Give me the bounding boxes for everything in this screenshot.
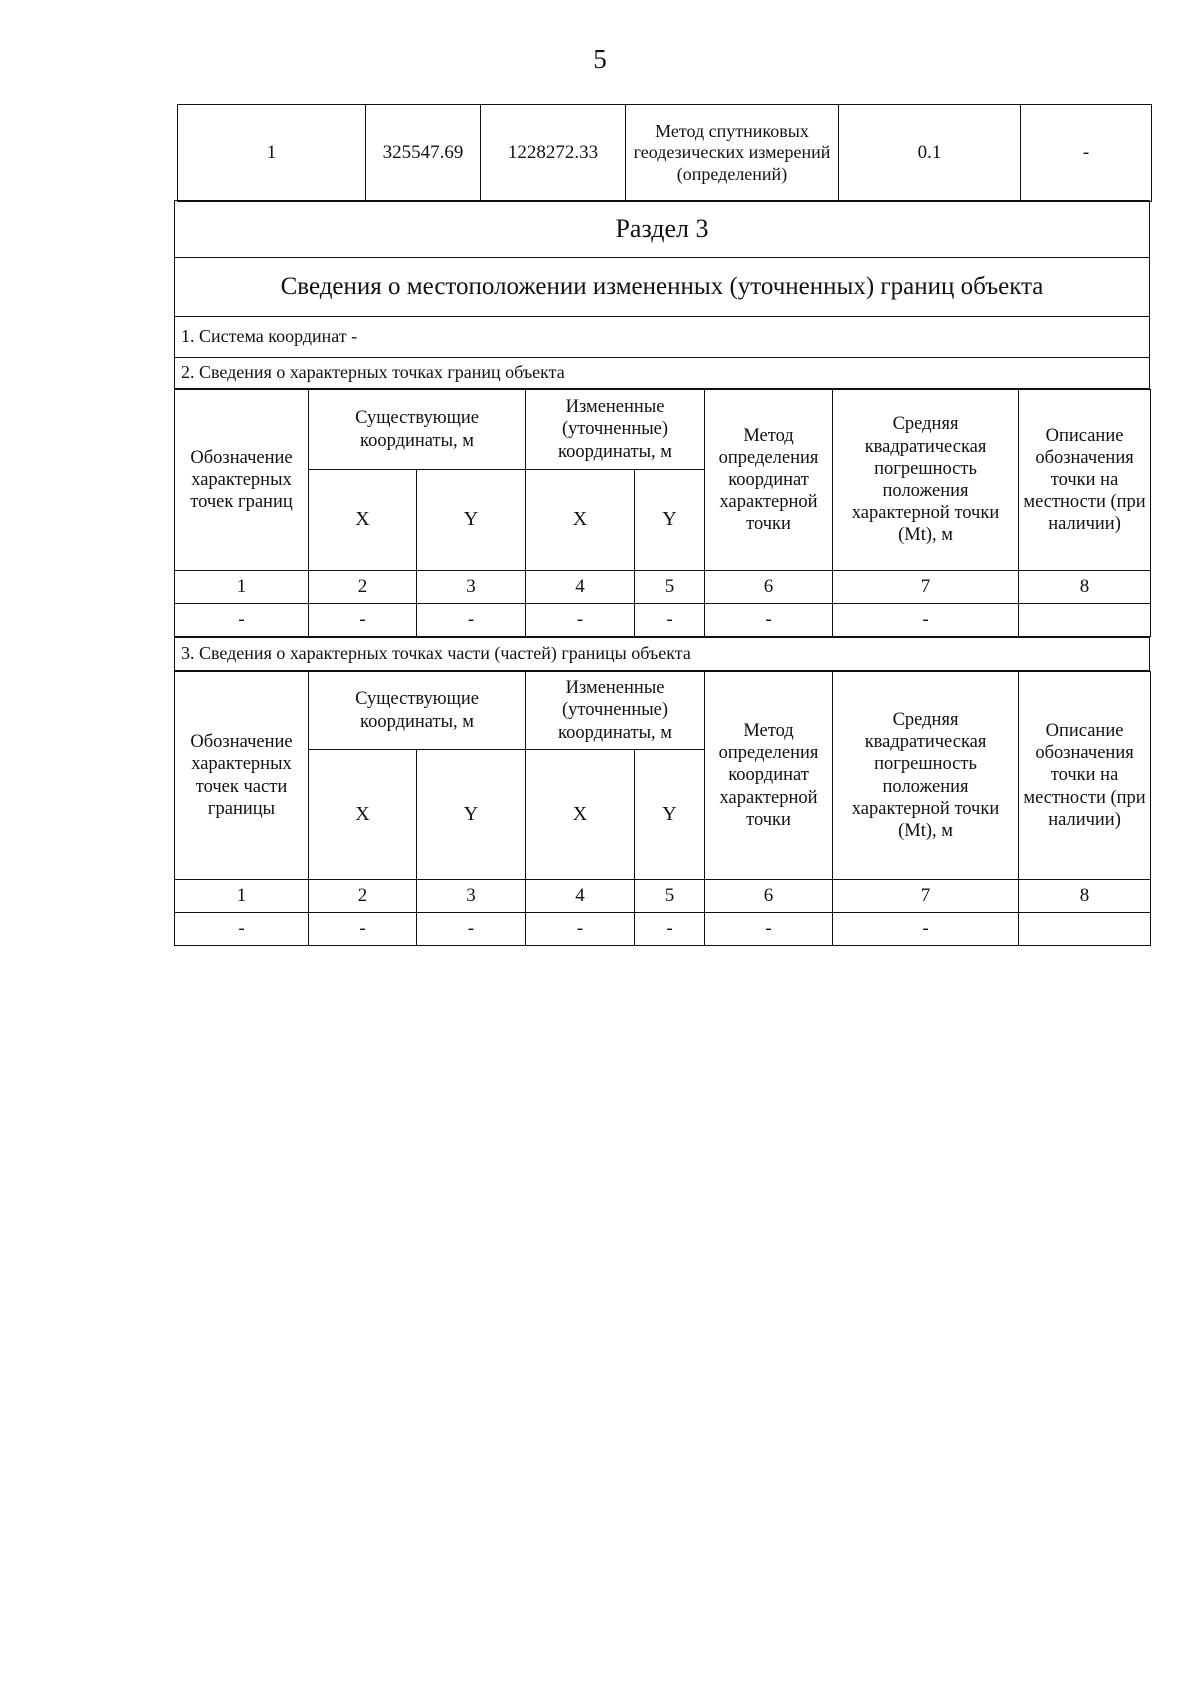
col-point-header: Обозначение характерных точек части границы bbox=[175, 672, 309, 880]
table-cell: - bbox=[175, 913, 309, 946]
column-number: 1 bbox=[175, 880, 309, 913]
col-x-header: X bbox=[526, 750, 635, 880]
description-cell: - bbox=[1021, 105, 1152, 202]
column-number: 7 bbox=[833, 880, 1019, 913]
column-numbers-row bbox=[175, 571, 1151, 604]
x-cell: 325547.69 bbox=[366, 105, 481, 202]
col-y-header: Y bbox=[635, 750, 705, 880]
col-existing-header: Существующие координаты, м bbox=[309, 672, 526, 750]
table-cell bbox=[1019, 913, 1151, 946]
table-cell: - bbox=[417, 913, 526, 946]
column-number: 5 bbox=[635, 880, 705, 913]
column-number: 6 bbox=[705, 571, 833, 604]
section-subtitle: Сведения о местоположении измененных (уточненных) границ объекта bbox=[175, 258, 1150, 317]
column-number: 1 bbox=[175, 571, 309, 604]
col-x-header: X bbox=[309, 750, 417, 880]
page-number: 5 bbox=[593, 44, 607, 74]
table-row bbox=[178, 105, 1152, 202]
table-row bbox=[175, 913, 1151, 946]
y-cell: 1228272.33 bbox=[481, 105, 626, 202]
table3-caption: 3. Сведения о характерных точках части (частей) границы объекта bbox=[175, 638, 1150, 671]
table-cell: - bbox=[635, 913, 705, 946]
coordinate-system: 1. Система координат - bbox=[175, 317, 1150, 358]
col-existing-header: Существующие координаты, м bbox=[309, 390, 526, 470]
table-cell: - bbox=[705, 913, 833, 946]
table-cell: - bbox=[526, 913, 635, 946]
col-accuracy-header: Средняя квадратическая погрешность положения характерной точки (Mt), м bbox=[833, 390, 1019, 571]
table-cell: - bbox=[309, 604, 417, 637]
col-changed-header: Измененные (уточненные) координаты, м bbox=[526, 672, 705, 750]
continued-points-table bbox=[177, 104, 1152, 202]
table-cell: - bbox=[175, 604, 309, 637]
col-x-header: X bbox=[526, 470, 635, 571]
column-number: 2 bbox=[309, 880, 417, 913]
table-cell: - bbox=[833, 604, 1019, 637]
column-number: 8 bbox=[1019, 571, 1151, 604]
column-number: 6 bbox=[705, 880, 833, 913]
table-cell: - bbox=[705, 604, 833, 637]
table-cell: - bbox=[309, 913, 417, 946]
method-cell: Метод спутниковых геодезических измерений (определений) bbox=[626, 105, 839, 202]
table-cell: - bbox=[417, 604, 526, 637]
col-method-header: Метод определения координат характерной точки bbox=[705, 390, 833, 571]
accuracy-cell: 0.1 bbox=[839, 105, 1021, 202]
column-number: 7 bbox=[833, 571, 1019, 604]
col-y-header: Y bbox=[417, 750, 526, 880]
column-number: 3 bbox=[417, 880, 526, 913]
col-point-header: Обозначение характерных точек границ bbox=[175, 390, 309, 571]
column-number: 4 bbox=[526, 571, 635, 604]
point-cell: 1 bbox=[178, 105, 366, 202]
column-numbers-row bbox=[175, 880, 1151, 913]
section-header-table bbox=[174, 200, 1150, 389]
table2-caption: 2. Сведения о характерных точках границ объекта bbox=[175, 358, 1150, 389]
table-cell: - bbox=[833, 913, 1019, 946]
col-method-header: Метод определения координат характерной точки bbox=[705, 672, 833, 880]
table-cell: - bbox=[526, 604, 635, 637]
col-y-header: Y bbox=[417, 470, 526, 571]
boundary-points-table bbox=[174, 389, 1151, 637]
column-number: 2 bbox=[309, 571, 417, 604]
column-number: 8 bbox=[1019, 880, 1151, 913]
col-changed-header: Измененные (уточненные) координаты, м bbox=[526, 390, 705, 470]
column-number: 4 bbox=[526, 880, 635, 913]
column-number: 3 bbox=[417, 571, 526, 604]
col-accuracy-header: Средняя квадратическая погрешность положения характерной точки (Mt), м bbox=[833, 672, 1019, 880]
col-description-header: Описание обозначения точки на местности (при наличии) bbox=[1019, 672, 1151, 880]
part-boundary-points-table bbox=[174, 671, 1151, 946]
col-y-header: Y bbox=[635, 470, 705, 571]
col-x-header: X bbox=[309, 470, 417, 571]
table-cell: - bbox=[635, 604, 705, 637]
col-description-header: Описание обозначения точки на местности (при наличии) bbox=[1019, 390, 1151, 571]
section-3 bbox=[174, 200, 1150, 946]
table-row bbox=[175, 604, 1151, 637]
table3-caption-table bbox=[174, 637, 1150, 671]
section-title: Раздел 3 bbox=[175, 201, 1150, 258]
column-number: 5 bbox=[635, 571, 705, 604]
table-cell bbox=[1019, 604, 1151, 637]
